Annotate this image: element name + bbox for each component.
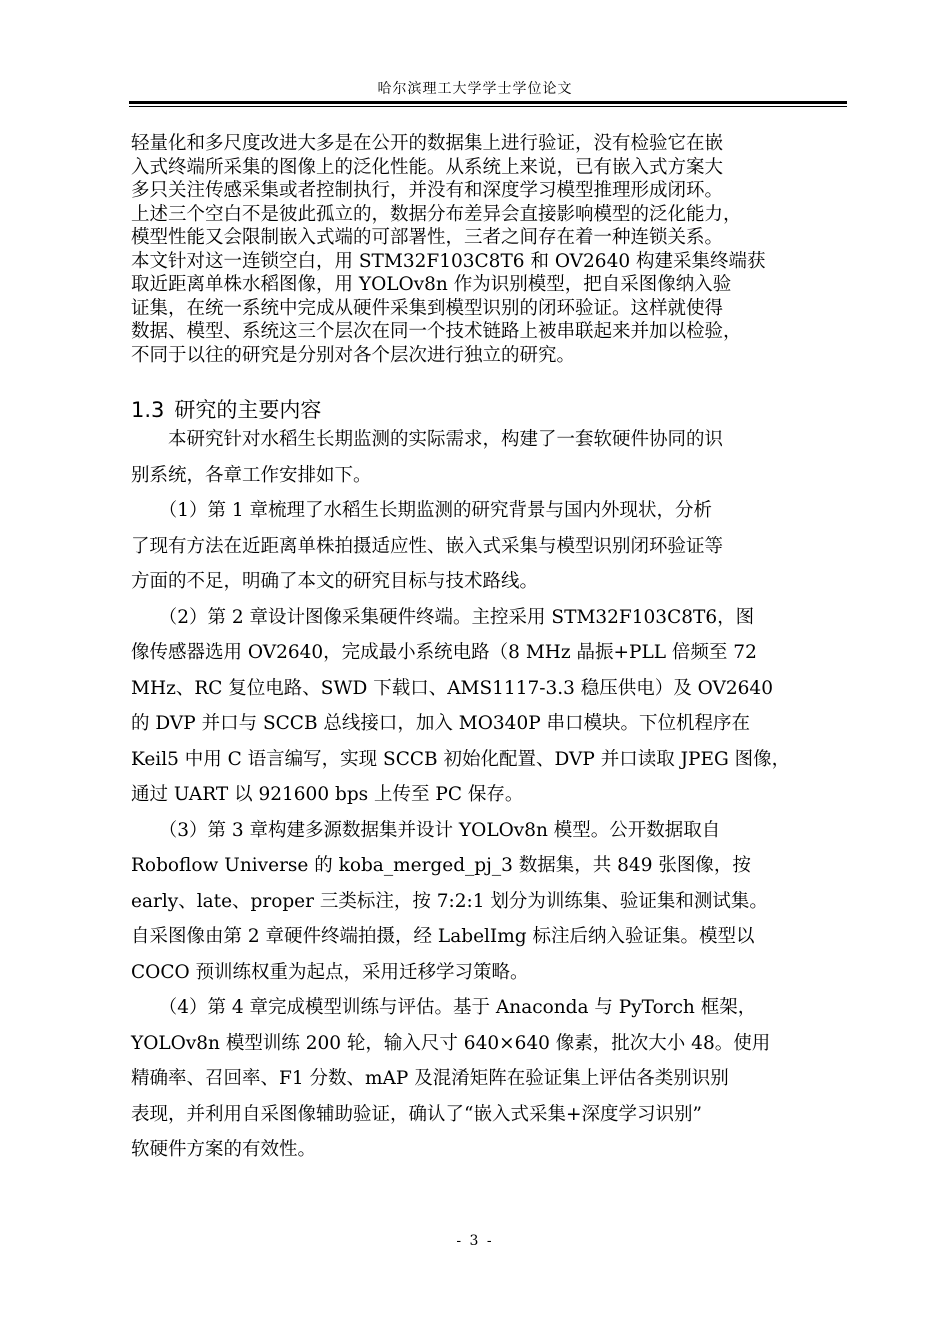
section-body [131, 422, 856, 1168]
text-line: （3）第 3 章构建多源数据集并设计 YOLOv8n 模型。公开数据取自 [131, 819, 721, 841]
header-rule-thick [129, 101, 847, 104]
paragraph-top [131, 132, 856, 367]
text-line: 像传感器选用 OV2640，完成最小系统电路（8 MHz 晶振+PLL 倍频至 72 [131, 642, 757, 663]
text-line: COCO 预训练权重为起点，采用迁移学习策略。 [131, 961, 529, 983]
text-line: 表现，并利用自采图像辅助验证，确认了“嵌入式采集+深度学习识别” [131, 1103, 702, 1125]
text-line: Keil5 中用 C 语言编写，实现 SCCB 初始化配置、DVP 并口读取 JPEG 图像， [131, 748, 791, 770]
text-line: 自采图像由第 2 章硬件终端拍摄，经 LabelImg 标注后纳入验证集。模型以 [131, 926, 755, 947]
text-line: 本研究针对水稻生长期监测的实际需求，构建了一套软硬件协同的识 [131, 429, 724, 450]
text-line: 通过 UART 以 921600 bps 上传至 PC 保存。 [131, 784, 524, 805]
text-line: 别系统，各章工作安排如下。 [131, 464, 372, 486]
text-line: 上述三个空白不是彼此孤立的，数据分布差异会直接影响模型的泛化能力， [131, 203, 742, 225]
text-line: 证集，在统一系统中完成从硬件采集到模型识别的闭环验证。这样就使得 [131, 297, 724, 319]
text-line: （1）第 1 章梳理了水稻生长期监测的研究背景与国内外现状，分析 [131, 500, 713, 521]
text-line: 模型性能又会限制嵌入式端的可部署性，三者之间存在着一种连锁关系。 [131, 227, 724, 248]
text-line: 数据、模型、系统这三个层次在同一个技术链路上被串联起来并加以检验， [131, 321, 742, 342]
text-line: 了现有方法在近距离单株拍摄适应性、嵌入式采集与模型识别闭环验证等 [131, 535, 724, 557]
section-number: 1.3 [131, 398, 165, 422]
text-line: YOLOv8n 模型训练 200 轮，输入尺寸 640×640 像素，批次大小 48。使用 [131, 1032, 771, 1054]
text-line: 入式终端所采集的图像上的泛化性能。从系统上来说，已有嵌入式方案大 [131, 156, 724, 178]
text-line: 不同于以往的研究是分别对各个层次进行独立的研究。 [131, 344, 576, 366]
text-line: 方面的不足，明确了本文的研究目标与技术路线。 [131, 571, 539, 592]
text-line: 精确率、召回率、F1 分数、mAP 及混淆矩阵在验证集上评估各类别识别 [131, 1068, 729, 1089]
text-line: 软硬件方案的有效性。 [131, 1139, 317, 1160]
text-line: （4）第 4 章完成模型训练与评估。基于 Anaconda 与 PyTorch 框架， [131, 997, 757, 1018]
text-line: MHz、RC 复位电路、SWD 下载口、AMS1117-3.3 稳压供电）及 OV2640 [131, 677, 773, 699]
section-title: 研究的主要内容 [174, 398, 322, 422]
text-line: 本文针对这一连锁空白，用 STM32F103C8T6 和 OV2640 构建采集终端获 [131, 250, 766, 272]
text-line: 多只关注传感采集或者控制执行，并没有和深度学习模型推理形成闭环。 [131, 180, 724, 201]
text-line: 轻量化和多尺度改进大多是在公开的数据集上进行验证，没有检验它在嵌 [131, 133, 724, 154]
running-header: 哈尔滨理工大学学士学位论文 [377, 81, 573, 97]
header-rule-thin [129, 106, 847, 107]
text-line: Roboflow Universe 的 koba_merged_pj_3 数据集，共 849 张图像，按 [131, 855, 751, 876]
text-line: early、late、proper 三类标注，按 7:2:1 划分为训练集、验证集和测试集。 [131, 890, 768, 912]
text-line: 的 DVP 并口与 SCCB 总线接口，加入 MO340P 串口模块。下位机程序在 [131, 713, 751, 734]
text-line: 取近距离单株水稻图像，用 YOLOv8n 作为识别模型，把自采图像纳入验 [131, 274, 732, 295]
section-heading [131, 394, 321, 424]
text-line: （2）第 2 章设计图像采集硬件终端。主控采用 STM32F103C8T6，图 [131, 606, 755, 628]
page-number: - 3 - [456, 1233, 494, 1249]
